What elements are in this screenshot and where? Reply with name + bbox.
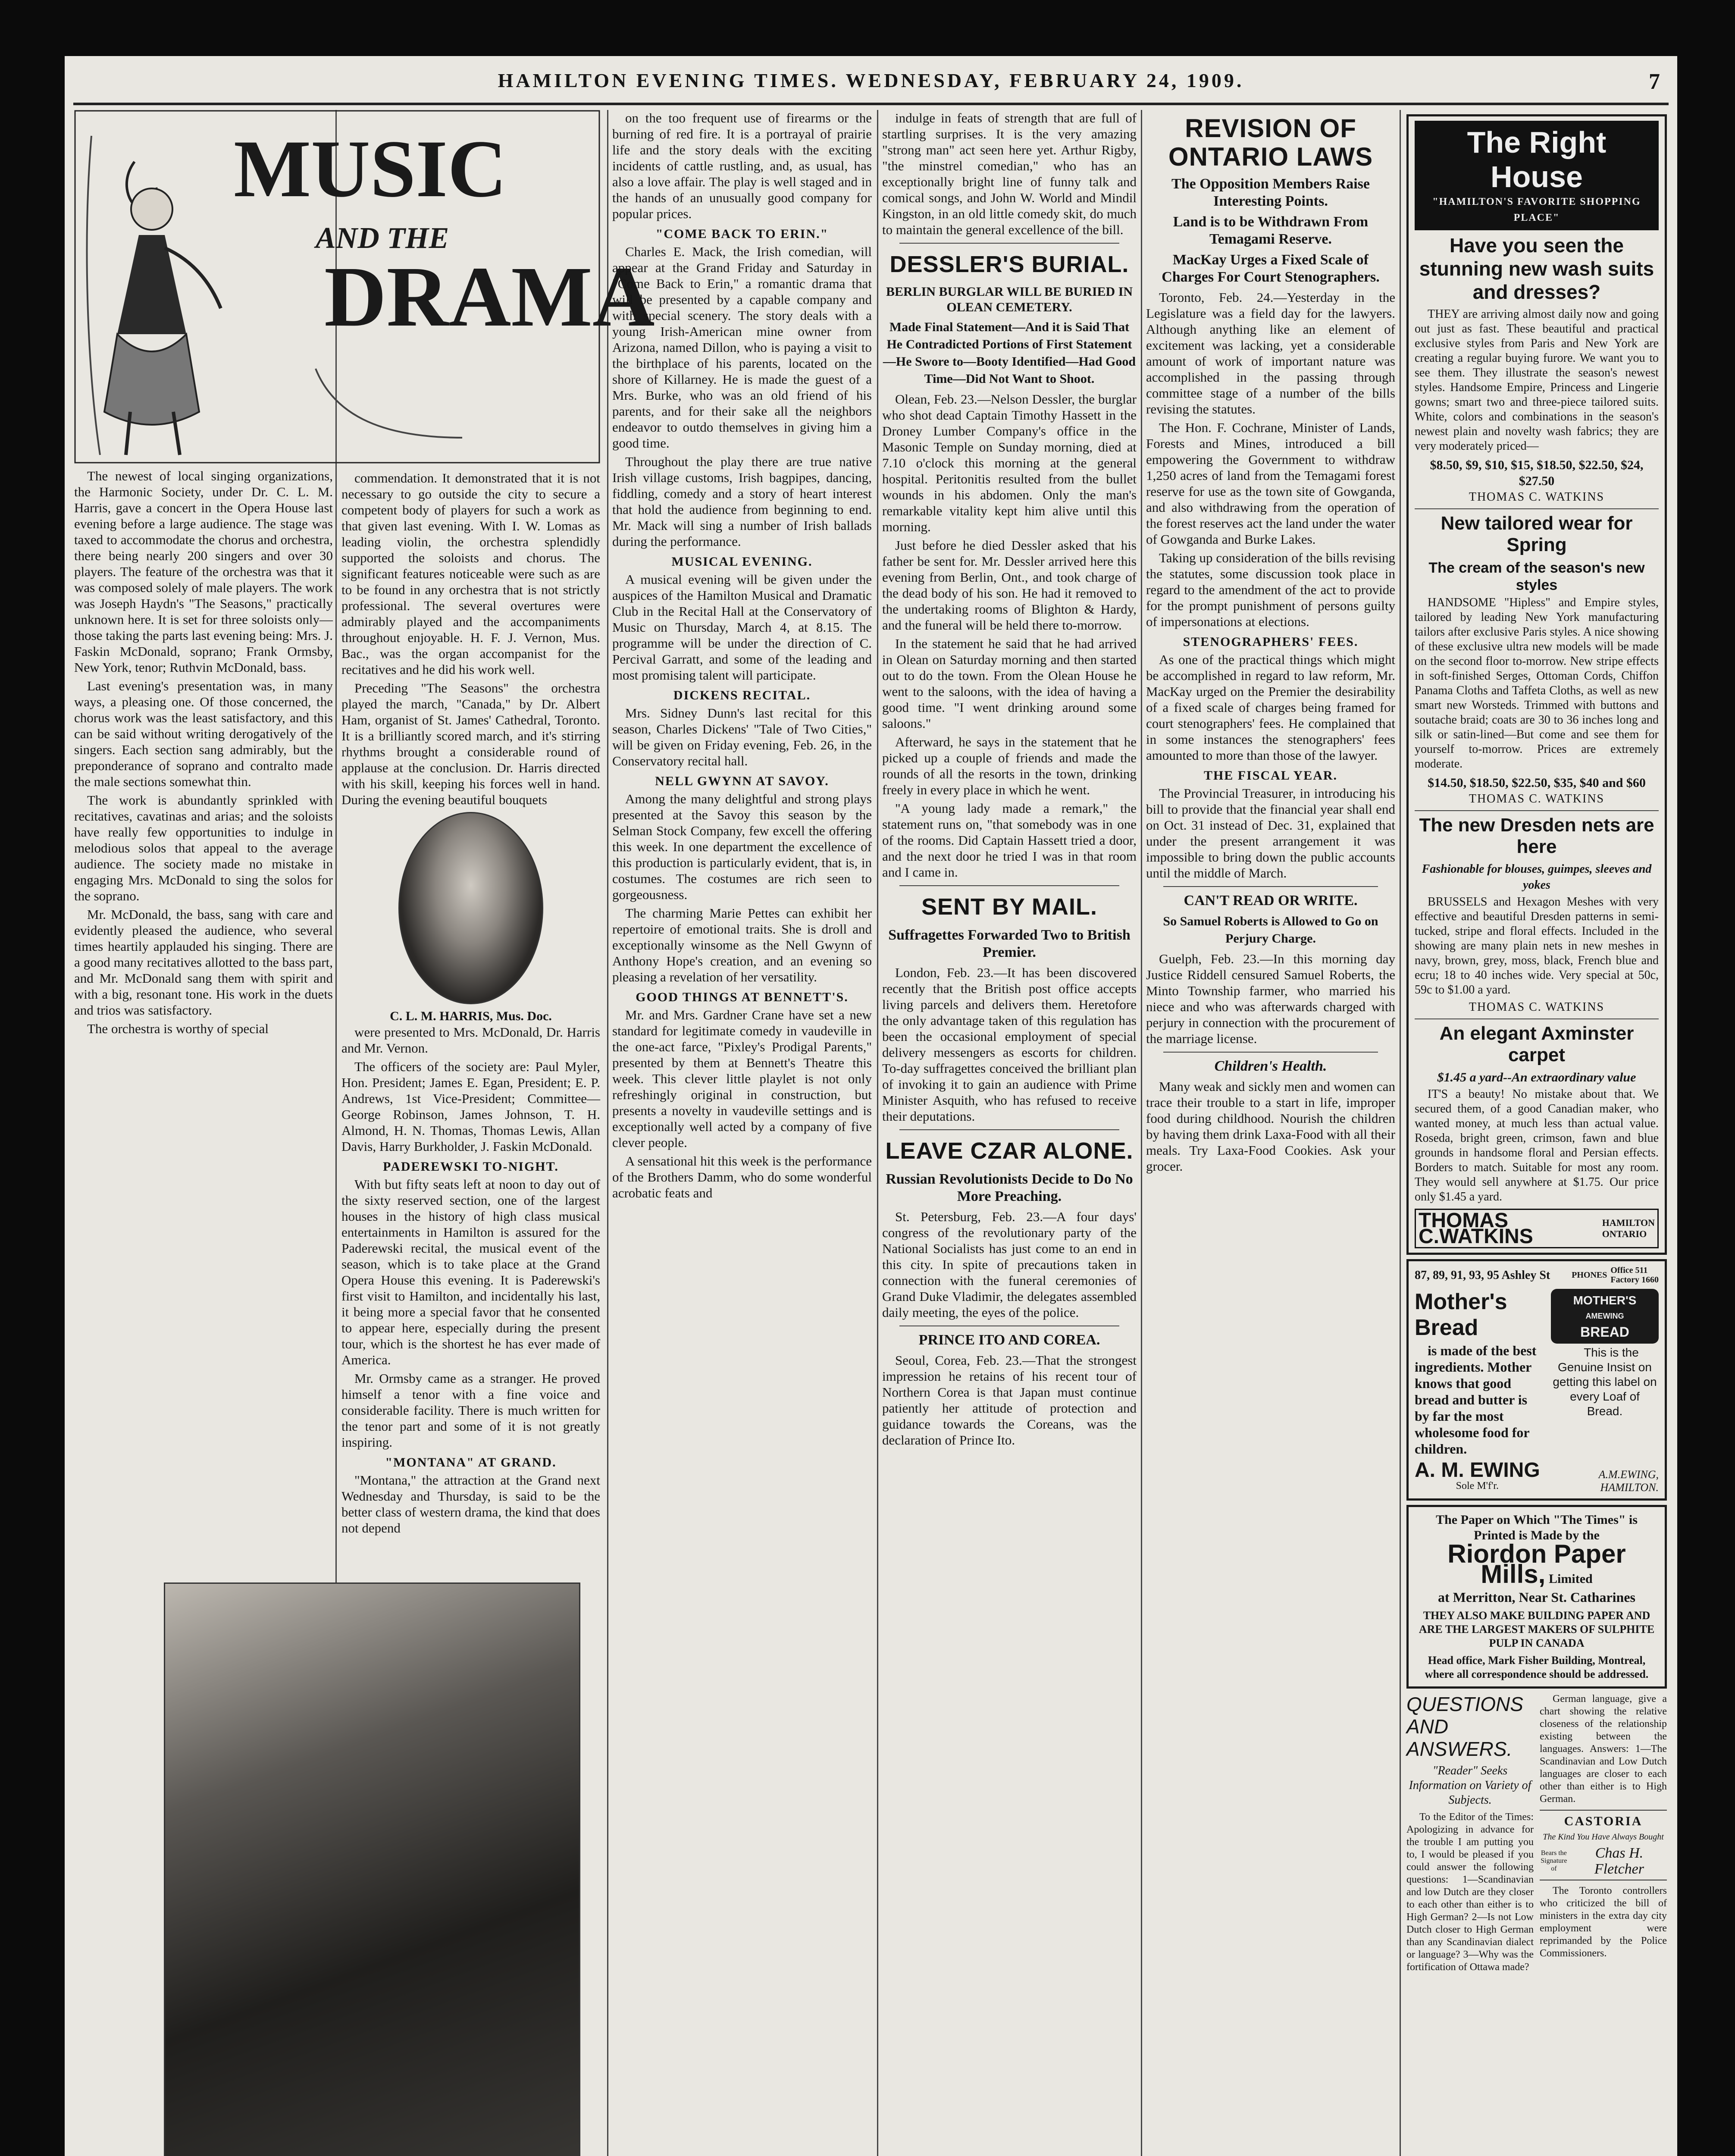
- phones-label: PHONES: [1572, 1270, 1607, 1280]
- article-paragraph: Mr. McDonald, the bass, sang with care and evidently pleased the audience, who several times heartily applauded his singing. There are a good many recitatives allotted to the bass part, and Mr. McDonald sang them with spirit and with a big, resonant tone. His work in the duets and trios was satisfactory.: [74, 907, 333, 1018]
- maker-signature-city: HAMILTON.: [1600, 1481, 1659, 1494]
- mothers-bread-body: [1415, 1289, 1659, 1459]
- riordon-title-row: [1414, 1539, 1660, 1589]
- column-6: [1403, 110, 1670, 2156]
- right-house-text-1: THEY are arriving almost daily now and going out just as fast. These beautiful and practical exclusive styles from Paris and New York are creating a regular buying furore. We want you to see them. They illustrate the season's newest styles. Handsome Empire, Princess and Lingerie gowns; smart two and three-piece tailored suits. White, colors and combinations in the season's newest plain and novelty wash fabrics; they are very moderately priced—: [1415, 307, 1659, 453]
- right-house-headline-3b: Fashionable for blouses, guimpes, sleeves and yokes: [1422, 862, 1652, 892]
- article-paragraph: indulge in feats of strength that are full of startling surprises. It is the very amazing "strong man" act seen here yet. Arthur Rigby, "the minstrel comedian," who has an exceptionally bright line of funny talk and comical songs, and John W. World and Mindil Kingston, in an old little comedy skit, do much to maintain the general excellence of the bill.: [882, 110, 1137, 237]
- right-house-headline-4b: $1.45 a yard--An extraordinary value: [1437, 1070, 1636, 1084]
- watkins-city-2: ONTARIO: [1602, 1228, 1647, 1239]
- drama-word: DRAMA: [324, 249, 655, 345]
- qa-text-3: The Toronto controllers who criticized the bill of ministers in the extra day city employment were reprimanded by the Police Commissioners.: [1540, 1885, 1667, 1959]
- article-paragraph: Afterward, he says in the statement that he picked up a couple of friends and made the rounds of all the resorts in the town, drinking freely in every place in which he went.: [882, 734, 1137, 797]
- riordon-paper-ad: [1406, 1505, 1667, 1689]
- article-paragraph: commendation. It demonstrated that it is not necessary to go outside the city to secure a competent body of players for such a work as that given last evening. With I. W. Lomas as leading violin, the orchestra splendidly supported the soloists and chorus. The significant features noticeable were such as are to be found in any orchestra that is not strictly professional. The several overtures were admirably played and the accompaniments throughout enjoyable. H. F. J. Vernon, Mus. Bac., was the organ accompanist for the recitatives and he did his work well.: [341, 470, 600, 677]
- mothers-bread-footer: [1415, 1459, 1659, 1494]
- deck-revision-1: The Opposition Members Raise Interesting Points.: [1171, 176, 1370, 209]
- qa-section: [1406, 1693, 1667, 1974]
- column-5: [1146, 110, 1395, 2156]
- article-paragraph: Just before he died Dessler asked that his father be sent for. Mr. Dessler arrived here this evening from Berlin, Ont., and took charge of the dead body of his son. He had it removed to the undertaking rooms of Blighton & Hardy, and the funeral will be held there to-morrow.: [882, 538, 1137, 633]
- right-house-tagline: "HAMILTON'S FAVORITE SHOPPING PLACE": [1432, 196, 1641, 223]
- right-house-ad: [1406, 114, 1667, 1255]
- castoria-signature: Chas H. Fletcher: [1594, 1845, 1644, 1877]
- mothers-bread-header: [1415, 1266, 1659, 1285]
- subhead: DICKENS RECITAL.: [673, 688, 811, 702]
- masthead-rule: [73, 103, 1669, 105]
- newspaper-page: [65, 56, 1677, 2156]
- headline-cant-read: CAN'T READ OR WRITE.: [1184, 893, 1358, 909]
- divider: [1415, 1018, 1659, 1019]
- headline-leave-czar-alone: LEAVE CZAR ALONE.: [885, 1138, 1134, 1164]
- headline-dessler: DESSLER'S BURIAL.: [889, 251, 1129, 277]
- mothers-bread-right: [1551, 1289, 1659, 1459]
- article-paragraph: Taking up consideration of the bills revising the statutes, some discussion took place in regard to the amendment of the act to provide for the prompt punishment of persons guilty of impersonations at elections.: [1146, 550, 1395, 629]
- column-3: [612, 110, 872, 2156]
- article-paragraph: St. Petersburg, Feb. 23.—A four days' congress of the revolutionary party of the National Socialists has just come to an end in this city. In spite of precautions taken in connection with the funeral ceremonies of Grand Duke Vladimir, the delegates assembled daily meeting, the eyes of the police.: [882, 1209, 1137, 1320]
- article-paragraph: The officers of the society are: Paul Myler, Hon. President; James E. Egan, President; E. P. Andrews, 1st Vice-President; Committee—George Robinson, James Johnson, T. H. Almond, H. N. Thomas, Thomas Lewis, Allan Davis, Harry Burkholder, J. Faskin McDonald.: [341, 1059, 600, 1154]
- deck-dessler-2: Made Final Statement—And it is Said That He Contradicted Portions of First Statement—He Swore to—Booty Identified—Had Good Time—Did Not Want to Shoot.: [883, 320, 1136, 386]
- column-rule: [877, 110, 878, 2156]
- column-rule: [1400, 110, 1401, 2156]
- maker-signature: [1599, 1468, 1659, 1494]
- castoria-tagline: The Kind You Have Always Bought: [1543, 1832, 1664, 1842]
- deck-cant-read: So Samuel Roberts is Allowed to Go on Perjury Charge.: [1163, 914, 1378, 946]
- article-paragraph: The orchestra is worthy of special: [87, 1021, 269, 1036]
- label-line-3: BREAD: [1580, 1324, 1629, 1340]
- genuine-notice: This is the Genuine Insist on getting this label on every Loaf of Bread.: [1553, 1346, 1657, 1418]
- riordon-location: at Merritton, Near St. Catharines: [1438, 1589, 1635, 1605]
- article-paragraph: As one of the practical things which might be accomplished in regard to law reform, Mr. MacKay urged on the Premier the desirability of a fixed scale of charges being framed for court stenographers' fees. He complained that in some instances the stenographers' fees amounted to more than those of the lawyer.: [1146, 652, 1395, 763]
- divider: [1415, 810, 1659, 811]
- qa-title-2: AND ANSWERS.: [1406, 1715, 1513, 1760]
- article-paragraph: Mr. Ormsby came as a stranger. He proved himself a tenor with a fine voice and considerable facility. There is much written for the tenor part and some of it is not greatly inspiring.: [341, 1371, 600, 1450]
- right-house-signature: THOMAS C. WATKINS: [1469, 490, 1605, 504]
- and-the-word: AND THE: [316, 222, 449, 255]
- column-4: [882, 110, 1137, 2156]
- page-number: 7: [1649, 69, 1660, 94]
- subhead: NELL GWYNN AT SAVOY.: [655, 774, 829, 788]
- headline-sent-by-mail: SENT BY MAIL.: [921, 894, 1098, 920]
- article-paragraph: Many weak and sickly men and women can trace their trouble to a start in life, improper food during childhood. Nourish the children by having them drink Laxa-Food with all their meals. Try Laxa-Food Cookies. Ask your grocer.: [1146, 1079, 1395, 1174]
- article-paragraph: on the too frequent use of firearms or the burning of red fire. It is a portrayal of prairie life and the story deals with the exciting incidents of cattle rustling, and, as usual, has also a love affair. The play is well staged and in the hands of an unusually good company for popular prices.: [612, 110, 872, 221]
- subhead: STENOGRAPHERS' FEES.: [1183, 635, 1359, 649]
- deck-sent-by-mail: Suffragettes Forwarded Two to British Premier.: [888, 927, 1131, 960]
- qa-deck: "Reader" Seeks Information on Variety of Subjects.: [1409, 1764, 1531, 1807]
- divider: [899, 1129, 1119, 1130]
- article-paragraph: Charles E. Mack, the Irish comedian, will appear at the Grand Friday and Saturday in "Come Back to Erin," a romantic drama that will be presented by a capable company and with special scenery. The story deals with a young Irish-American mine owner from Arizona, named Dillon, who is paying a visit to the birthplace of his parents, located on the shore of Killarney. He is made the guest of a Mrs. Burke, who was an old friend of his parents, and for their sake all the neighbors endeavor to outdo themselves in giving him a good time.: [612, 244, 872, 451]
- qa-right: [1540, 1693, 1667, 1974]
- watkins-city: [1602, 1217, 1655, 1240]
- maker-signature-name: A.M.EWING,: [1598, 1468, 1659, 1481]
- article-paragraph: Guelph, Feb. 23.—In this morning day Justice Riddell censured Samuel Roberts, the Minto Township farmer, who married his niece and who was afterwards charged with perjury in connection with the procurement of the marriage license.: [1146, 951, 1395, 1046]
- harris-caption: C. L. M. HARRIS, Mus. Doc.: [390, 1009, 552, 1023]
- divider: [899, 885, 1119, 886]
- qa-title-1: QUESTIONS: [1406, 1693, 1523, 1715]
- phone-numbers: [1610, 1266, 1659, 1285]
- riordon-title: Riordon Paper Mills,: [1447, 1539, 1626, 1589]
- column-rule: [1141, 110, 1142, 2156]
- office-phone: Office 511: [1610, 1266, 1648, 1275]
- article-paragraph: were presented to Mrs. McDonald, Dr. Harris and Mr. Vernon.: [341, 1025, 600, 1056]
- castoria-bears: Bears the Signature of: [1541, 1849, 1567, 1872]
- mothers-bread-ad: [1406, 1259, 1667, 1501]
- right-house-footer: [1415, 1209, 1659, 1248]
- divider: [1163, 1052, 1378, 1053]
- factory-phone: Factory 1660: [1610, 1275, 1659, 1285]
- article-paragraph: A sensational hit this week is the performance of the Brothers Damm, who do some wonderful acrobatic feats and: [612, 1153, 872, 1200]
- article-paragraph: Throughout the play there are true native Irish village customs, Irish bagpipes, dancing, fiddling, comedy and a story of heart interest that hold the audience from beginning to end. Mr. Mack will sing a number of Irish ballads during the performance.: [612, 454, 872, 549]
- music-word: MUSIC: [234, 124, 507, 214]
- article-paragraph: The work is abundantly sprinkled with recitatives, cavatinas and arias; and the soloists have really few opportunities to indulge in melodious solos that appeal to the average audience. The society made no mistake in engaging Mrs. McDonald to sing the solos for the soprano.: [74, 793, 333, 903]
- article-paragraph: Preceding "The Seasons" the orchestra played the march, "Canada," by Dr. Albert Ham, organist of St. James' Cathedral, Toronto. It is a brilliantly scored march, and it's stirring rhythms brought a considerable round of applause at the conclusion. Dr. Harris directed with his skill, keeping his forces well in hand. During the evening beautiful bouquets: [341, 680, 600, 807]
- right-house-headline-3: The new Dresden nets are here: [1419, 815, 1654, 857]
- article-paragraph: Last evening's presentation was, in many ways, a pleasing one. Of those concerned, the chorus work was the least satisfactory, and this can be said without writing derogatively of the singers. Each section sang admirably, but the preponderance of soprano and contralto made the male sections somewhat thin.: [74, 678, 333, 789]
- divider: [899, 243, 1119, 244]
- maker-name: A. M. EWING: [1415, 1459, 1540, 1482]
- right-house-text-2: HANDSOME "Hipless" and Empire styles, tailored by leading New York manufacturing tailors after exclusive Paris styles. A nice showing of these exclusive ultra new models will be made on the second floor to-morrow. New stripe effects in soft-finished Serges, Ottoman Cords, Chiffon Panama Cloths and Taffeta Cloths, as well as new smart new Worsteds. Trimmed with buttons and soutache braid; coats are 30 to 36 inches long and silk or satin-lined—But come and see them for yourself to-morrow. Prices are extremely moderate.: [1415, 596, 1659, 771]
- right-house-headline-2: New tailored wear for Spring: [1441, 513, 1633, 555]
- subhead: "COME BACK TO ERIN.": [655, 227, 829, 241]
- article-paragraph: The Provincial Treasurer, in introducing his bill to provide that the financial year shall end on Oct. 31 instead of Dec. 31, explained that under the present arrangement it was impossible to bring down the public accounts until the middle of March.: [1146, 786, 1395, 881]
- right-house-headline-1: Have you seen the stunning new wash suits and dresses?: [1419, 234, 1654, 303]
- deck-leave-czar-alone: Russian Revolutionists Decide to Do No More Preaching.: [886, 1171, 1133, 1204]
- right-house-headline-4: An elegant Axminster carpet: [1439, 1023, 1634, 1065]
- watkins-name: THOMAS C.WATKINS: [1419, 1209, 1533, 1248]
- article-paragraph: Mr. and Mrs. Gardner Crane have set a new standard for legitimate comedy in vaudeville in the one-act farce, "Pixley's Prodigal Parents," presented by them at Bennett's Theatre this week. This clever little playlet is not only refreshingly original in construction, but presents a novelty in vaudeville settings and is exceptionally well acted by a company of five clever people.: [612, 1007, 872, 1150]
- article-paragraph: A musical evening will be given under the auspices of the Hamilton Musical and Dramatic Club in the Recital Hall at the Conservatory of Music on Thursday, March 4, at 8.15. The programme will be under the direction of C. Percival Garratt, and some of the leading and most promising talent will participate.: [612, 572, 872, 683]
- castoria-ad: [1540, 1810, 1667, 1880]
- right-house-signature: THOMAS C. WATKINS: [1469, 792, 1605, 805]
- mothers-bread-title: Mother's Bread: [1415, 1289, 1507, 1340]
- article-paragraph: The Hon. F. Cochrane, Minister of Lands, Forests and Mines, introduced a bill empowering the Government to withdraw 1,250 acres of land from the Temagami forest reserve for use as the town site of Gowganda, and also withdrawing from the operation of the forest reserves act the land under the water of Gowganda and Burke Lakes.: [1146, 420, 1395, 547]
- mothers-bread-address: 87, 89, 91, 93, 95 Ashley St: [1415, 1268, 1550, 1282]
- article-paragraph: "Montana," the attraction at the Grand next Wednesday and Thursday, is said to be the better class of western drama, the kind that does not depend: [341, 1473, 600, 1536]
- headline-childrens-health: Children's Health.: [1214, 1058, 1327, 1074]
- right-house-signature: THOMAS C. WATKINS: [1469, 1000, 1605, 1014]
- qa-text-2: German language, give a chart showing the relative closeness of the relationship existing between the languages. Answers: 1—The Scandinavian and Low Dutch languages are closer to each other than either is to High German.: [1540, 1693, 1667, 1805]
- charles-mack-photo: [164, 1583, 580, 2156]
- article-paragraph: In the statement he said that he had arrived in Olean on Saturday morning and then started out to do the town. From the Olean House he went to the saloons, with the idea of having a good time. "I went drinking around some saloons.": [882, 636, 1137, 731]
- mack-photo-block: [164, 1583, 586, 2156]
- subhead: GOOD THINGS AT BENNETT'S.: [636, 990, 849, 1004]
- dancer-illustration-icon: [74, 110, 655, 464]
- mothers-bread-phones: [1572, 1266, 1659, 1285]
- maker-role: Sole M'f'r.: [1456, 1480, 1499, 1492]
- subhead: "MONTANA" AT GRAND.: [385, 1455, 557, 1470]
- subhead: MUSICAL EVENING.: [671, 555, 813, 569]
- right-house-price-1: $8.50, $9, $10, $15, $18.50, $22.50, $24, $27.50: [1430, 458, 1644, 488]
- riordon-line-1: The Paper on Which "The Times" is Printed is Made by the: [1436, 1513, 1638, 1542]
- deck-revision-3: MacKay Urges a Fixed Scale of Charges For Court Stenographers.: [1162, 252, 1380, 285]
- right-house-price-2: $14.50, $18.50, $22.50, $35, $40 and $60: [1428, 776, 1646, 790]
- label-line-1: MOTHER'S: [1573, 1294, 1637, 1307]
- subhead: PADEREWSKI TO-NIGHT.: [383, 1159, 559, 1174]
- right-house-title: The Right House: [1467, 125, 1607, 194]
- mothers-bread-left: [1415, 1289, 1545, 1459]
- article-paragraph: The newest of local singing organizations, the Harmonic Society, under Dr. C. L. M. Harris, gave a concert in the Opera House last evening before a large audience. The stage was taxed to accommodate the chorus and orchestra, there being nearly 200 singers and over 30 players. The feature of the orchestra was that it was composed solely of male players. The work was Joseph Haydn's "The Seasons," practically unknown here. It is set for three soloists only—those taking the parts last evening being: Mrs. J. Faskin McDonald, soprano; Frank Ormsby, New York, tenor; Ruthvin McDonald, bass.: [74, 468, 333, 675]
- column-rule: [607, 110, 608, 2156]
- divider: [1163, 886, 1378, 887]
- article-paragraph: London, Feb. 23.—It has been discovered recently that the British post office accepts living parcels and delivers them. Heretofore the only advantage taken of this regulation has been the occasional employment of special delivery messengers as escorts for children. To-day suffragettes conceived the brilliant plan of invoking it to gain an audience with Prime Minister Asquith, who has refused to receive their deputations.: [882, 965, 1137, 1124]
- article-paragraph: Among the many delightful and strong plays presented at the Savoy this season by the Selman Stock Company, few excell the offering this week. In one department the excellence of this production is particularly evident, that is, in costumes. The costumes are rich seen to gorgeousness.: [612, 791, 872, 902]
- right-house-banner: [1415, 121, 1659, 230]
- label-line-2: AMEWING: [1585, 1312, 1624, 1320]
- masthead: HAMILTON EVENING TIMES. WEDNESDAY, FEBRUARY 24, 1909.: [498, 69, 1244, 91]
- riordon-limited: Limited: [1549, 1572, 1593, 1586]
- bread-label-icon: [1551, 1289, 1659, 1344]
- article-paragraph: Mrs. Sidney Dunn's last recital for this season, Charles Dickens' "Tale of Two Cities," will be given on Friday evening, Feb. 26, in the Conservatory recital hall.: [612, 705, 872, 768]
- riordon-line-3: Head office, Mark Fisher Building, Montreal, where all correspondence should be addressed.: [1425, 1654, 1649, 1680]
- headline-revision: REVISION OF ONTARIO LAWS: [1168, 114, 1373, 171]
- headline-prince-ito: PRINCE ITO AND COREA.: [918, 1332, 1100, 1348]
- deck-revision-2: Land is to be Withdrawn From Temagami Reserve.: [1173, 214, 1369, 247]
- article-paragraph: Olean, Feb. 23.—Nelson Dessler, the burglar who shot dead Captain Timothy Hassett in the Droney Lumber Company's office in the Masonic Temple on Sunday morning, died at 7.10 o'clock this morning at the general hospital. Peritonitis resulted from the bullet wounds in his abdomen. Only the man's remarkable vitality kept him alive until this morning.: [882, 392, 1137, 534]
- riordon-line-2: THEY ALSO MAKE BUILDING PAPER AND ARE THE LARGEST MAKERS OF SULPHITE PULP IN CANADA: [1419, 1609, 1655, 1649]
- right-house-text-4: IT'S a beauty! No mistake about that. We secured them, of a good Canadian maker, who wanted money, at much less than actual value. Roseda, bright green, crimson, fawn and blue grounds in handsome floral and Persian effects. Borders to match. Suitable for most any room. They would sell anywhere at $1.75. Our price only $1.45 a yard.: [1415, 1087, 1659, 1203]
- article-paragraph: Seoul, Corea, Feb. 23.—That the strongest impression he retains of his recent tour of Northern Corea is that Japan must continue patiently her attitude of protection and guidance towards the Coreans, was the declaration of Prince Ito.: [882, 1353, 1137, 1448]
- maker-block: [1415, 1459, 1540, 1494]
- right-house-text-3: BRUSSELS and Hexagon Meshes with very effective and beautiful Dresden patterns in semi-tucked, stripe and floral effects. Included in the showing are many plain nets in new meshes in navy, brown, grey, moss, black, French blue and ecru; 18 to 40 inches wide. Very special at 50c, 59c to $1.00 a yard.: [1415, 895, 1659, 997]
- article-paragraph: Toronto, Feb. 24.—Yesterday in the Legislature was a field day for the lawyers. Although anything like an element of excitement was lacking, yet a considerable amount of work of important nature was accomplished in the passing through committee stage of a number of the bills revising the statutes.: [1146, 290, 1395, 417]
- watkins-city-1: HAMILTON: [1602, 1217, 1655, 1228]
- article-paragraph: With but fifty seats left at noon to day out of the sixty reserved section, one of the largest houses in the history of high class musical entertainments in Hamilton is assured for the Paderewski recital, the musical event of the season, which is to take place at the Grand Opera House this evening. It is Paderewski's first visit to Hamilton, and incidentally his last, it being more a special favor that he consented to appear here, especially during the present tour, which is the shortest he has ever made of America.: [341, 1177, 600, 1367]
- subhead: THE FISCAL YEAR.: [1203, 768, 1338, 783]
- castoria-signature-row: [1540, 1845, 1667, 1877]
- right-house-headline-2b: The cream of the season's new styles: [1428, 560, 1645, 593]
- harris-portrait: [398, 812, 543, 1004]
- qa-text: To the Editor of the Times: Apologizing in advance for the trouble I am putting you to, I would be pleased if you could answer the following questions: 1—Scandinavian and low Dutch are they closer to each other than either is to High German? 2—Is not Low Dutch closer to High German than any Scandinavian dialect or language? 3—Why was the fortification of Ottawa made?: [1406, 1811, 1534, 1973]
- article-paragraph: "A young lady made a remark," the statement runs on, "that somebody was in one of the rooms. Did Captain Hassett tried a door, and the next door he tried I was in that room and I came in.: [882, 801, 1137, 880]
- castoria-title: CASTORIA: [1564, 1814, 1643, 1828]
- qa-left: [1406, 1693, 1534, 1974]
- mothers-bread-text: is made of the best ingredients. Mother knows that good bread and butter is by far the most wholesome food for children.: [1415, 1343, 1537, 1457]
- article-paragraph: The charming Marie Pettes can exhibit her repertoire of emotional traits. She is droll and exceptionally winsome as the Nell Gwynn of Anthony Hope's creation, and an evening so pleasing a revelation of her versatility.: [612, 906, 872, 984]
- deck-dessler: BERLIN BURGLAR WILL BE BURIED IN OLEAN CEMETERY.: [886, 285, 1133, 314]
- divider: [1415, 508, 1659, 509]
- music-drama-illustration: [74, 110, 655, 464]
